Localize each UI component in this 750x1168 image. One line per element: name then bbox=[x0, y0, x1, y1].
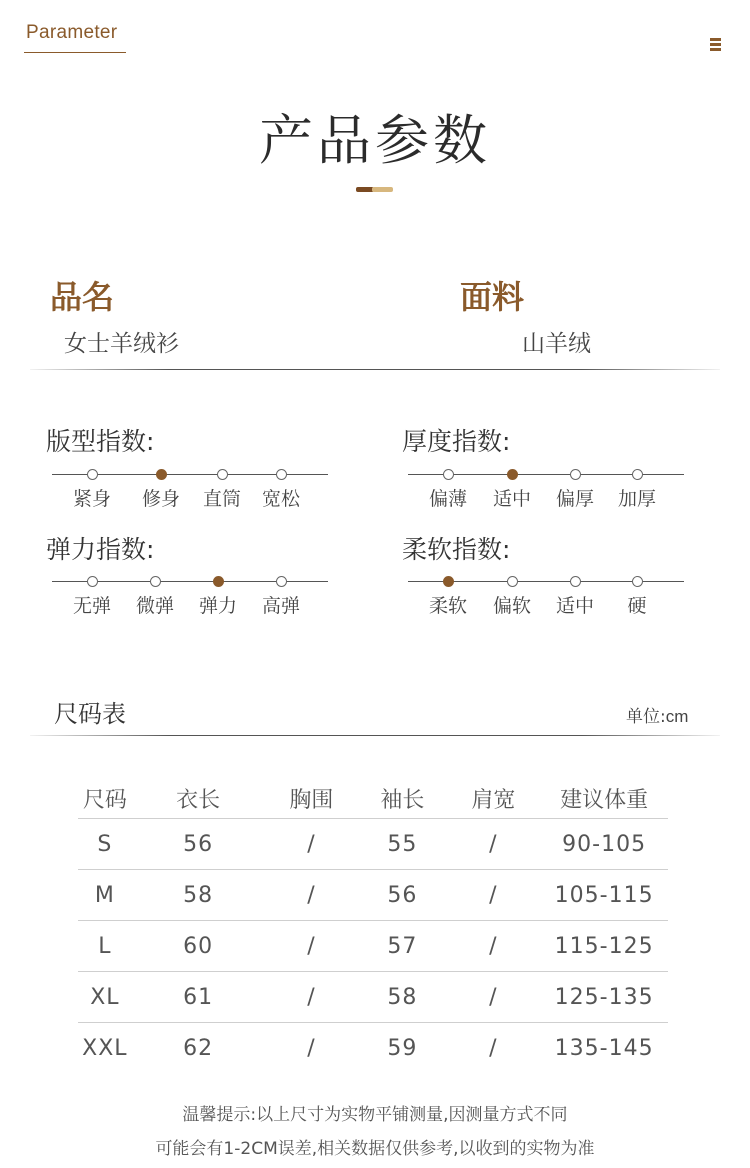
index-dot bbox=[87, 469, 98, 480]
index-option-label: 宽松 bbox=[261, 488, 301, 510]
table-cell: / bbox=[446, 870, 540, 921]
table-row bbox=[78, 1023, 668, 1074]
index-option-label: 弹力 bbox=[198, 595, 238, 617]
size-table bbox=[78, 778, 668, 1073]
index-dot bbox=[217, 469, 228, 480]
table-cell: 125-135 bbox=[540, 972, 668, 1023]
index-option-label: 修身 bbox=[141, 488, 181, 510]
index-dot bbox=[507, 576, 518, 587]
fabric-value: 山羊绒 bbox=[522, 331, 591, 357]
index-option-label: 硬 bbox=[627, 595, 647, 617]
index-option-label: 偏厚 bbox=[555, 488, 595, 510]
note-line-2: 可能会有1-2CM误差,相关数据仅供参考,以收到的实物为准 bbox=[155, 1139, 595, 1159]
index-option-label: 偏软 bbox=[492, 595, 532, 617]
size-table-header bbox=[78, 778, 668, 819]
index-title: 柔软指数: bbox=[402, 535, 511, 564]
table-cell: 61 bbox=[132, 972, 265, 1023]
index-dot bbox=[632, 469, 643, 480]
table-cell: / bbox=[265, 972, 359, 1023]
size-chart-title: 尺码表 bbox=[54, 700, 126, 728]
size-chart-divider bbox=[30, 735, 720, 736]
index-option-label: 微弹 bbox=[135, 595, 175, 617]
size-table-header-cell: 尺码 bbox=[82, 787, 127, 813]
table-cell: XL bbox=[78, 972, 132, 1023]
table-cell: 59 bbox=[358, 1023, 446, 1074]
tag-underline bbox=[24, 52, 126, 53]
unit-value: cm bbox=[665, 707, 689, 726]
index-dot bbox=[87, 576, 98, 587]
table-cell: 105-115 bbox=[540, 870, 668, 921]
index-title: 版型指数: bbox=[46, 427, 155, 456]
unit-label: 单位:cm bbox=[626, 707, 689, 727]
table-cell: / bbox=[446, 1023, 540, 1074]
table-cell: 115-125 bbox=[540, 921, 668, 972]
index-option-label: 直筒 bbox=[202, 488, 242, 510]
index-option-label: 适中 bbox=[492, 488, 532, 510]
table-cell: / bbox=[265, 819, 359, 870]
table-cell: M bbox=[78, 870, 132, 921]
note-line-1: 温馨提示:以上尺寸为实物平铺测量,因测量方式不同 bbox=[182, 1105, 568, 1125]
table-row bbox=[78, 870, 668, 921]
parameter-tag: Parameter bbox=[26, 22, 118, 43]
table-row bbox=[78, 921, 668, 972]
table-cell: 56 bbox=[358, 870, 446, 921]
product-name-value: 女士羊绒衫 bbox=[64, 331, 179, 357]
index-dot bbox=[150, 576, 161, 587]
table-cell: 62 bbox=[132, 1023, 265, 1074]
index-dot-selected bbox=[443, 576, 454, 587]
index-option-label: 加厚 bbox=[617, 488, 657, 510]
table-row bbox=[78, 972, 668, 1023]
table-cell: / bbox=[265, 1023, 359, 1074]
index-dot bbox=[570, 576, 581, 587]
table-cell: / bbox=[265, 870, 359, 921]
table-cell: / bbox=[446, 921, 540, 972]
table-cell: 55 bbox=[358, 819, 446, 870]
menu-icon[interactable] bbox=[710, 38, 721, 53]
fabric-label: 面料 bbox=[460, 278, 525, 316]
index-dot bbox=[570, 469, 581, 480]
index-dot bbox=[632, 576, 643, 587]
table-cell: / bbox=[446, 819, 540, 870]
index-dot-selected bbox=[213, 576, 224, 587]
table-cell: XXL bbox=[78, 1023, 132, 1074]
table-row bbox=[78, 819, 668, 870]
table-cell: 90-105 bbox=[540, 819, 668, 870]
table-cell: 135-145 bbox=[540, 1023, 668, 1074]
index-dot-selected bbox=[156, 469, 167, 480]
index-title: 弹力指数: bbox=[46, 535, 155, 564]
table-cell: 57 bbox=[358, 921, 446, 972]
table-cell: 56 bbox=[132, 819, 265, 870]
index-option-label: 无弹 bbox=[72, 595, 112, 617]
index-dot bbox=[443, 469, 454, 480]
index-option-label: 偏薄 bbox=[428, 488, 468, 510]
size-table-header-cell: 建议体重 bbox=[560, 787, 649, 813]
index-dot bbox=[276, 469, 287, 480]
index-title: 厚度指数: bbox=[402, 427, 511, 456]
title-decoration bbox=[356, 187, 393, 192]
table-cell: L bbox=[78, 921, 132, 972]
index-option-label: 柔软 bbox=[428, 595, 468, 617]
size-table-header-cell: 胸围 bbox=[289, 787, 334, 813]
page-title: 产品参数 bbox=[259, 109, 491, 172]
size-table-header-cell: 衣长 bbox=[176, 787, 221, 813]
table-cell: 58 bbox=[132, 870, 265, 921]
product-name-label: 品名 bbox=[50, 278, 115, 316]
table-cell: / bbox=[265, 921, 359, 972]
index-dot-selected bbox=[507, 469, 518, 480]
table-cell: 60 bbox=[132, 921, 265, 972]
table-cell: 58 bbox=[358, 972, 446, 1023]
table-cell: S bbox=[78, 819, 132, 870]
index-dot bbox=[276, 576, 287, 587]
index-option-label: 高弹 bbox=[261, 595, 301, 617]
size-table-header-cell: 肩宽 bbox=[471, 787, 516, 813]
table-cell: / bbox=[446, 972, 540, 1023]
index-option-label: 适中 bbox=[555, 595, 595, 617]
product-divider bbox=[30, 369, 720, 370]
index-option-label: 紧身 bbox=[72, 488, 112, 510]
size-table-header-cell: 袖长 bbox=[380, 787, 425, 813]
